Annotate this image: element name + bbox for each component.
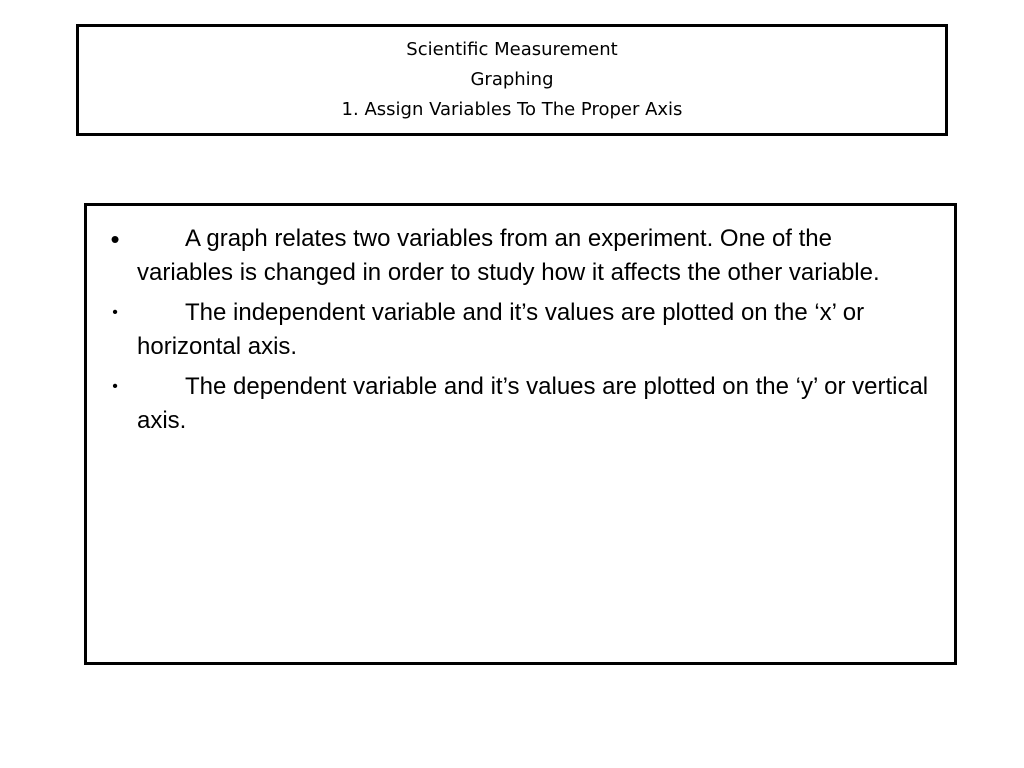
bullet-text-content: The independent variable and it’s values are plotted on the ‘x’ or horizontal axis. [137,299,865,360]
bullet-icon: • [110,224,120,254]
bullet-item-independent-variable [97,296,934,364]
bullet-text [137,370,934,438]
bullet-icon: • [112,378,118,395]
slide-title-line-3: 1. Assign Variables To The Proper Axis [341,99,683,120]
bullet-text-content: A graph relates two variables from an experiment. One of the variables is changed in order to study how it affects the other variable. [137,225,880,286]
slide-title-box [76,24,948,136]
bullet-list [87,206,954,438]
bullet-text [137,222,934,290]
slide-content-box [84,203,957,665]
slide-title-line-2: Graphing [470,69,554,90]
bullet-item-dependent-variable [97,370,934,438]
bullet-text [137,296,934,364]
slide-title-line-1: Scientific Measurement [406,39,618,60]
bullet-item-graph-relates [97,222,934,290]
bullet-icon: • [112,304,118,321]
bullet-text-content: The dependent variable and it’s values are plotted on the ‘y’ or vertical axis. [137,373,929,434]
